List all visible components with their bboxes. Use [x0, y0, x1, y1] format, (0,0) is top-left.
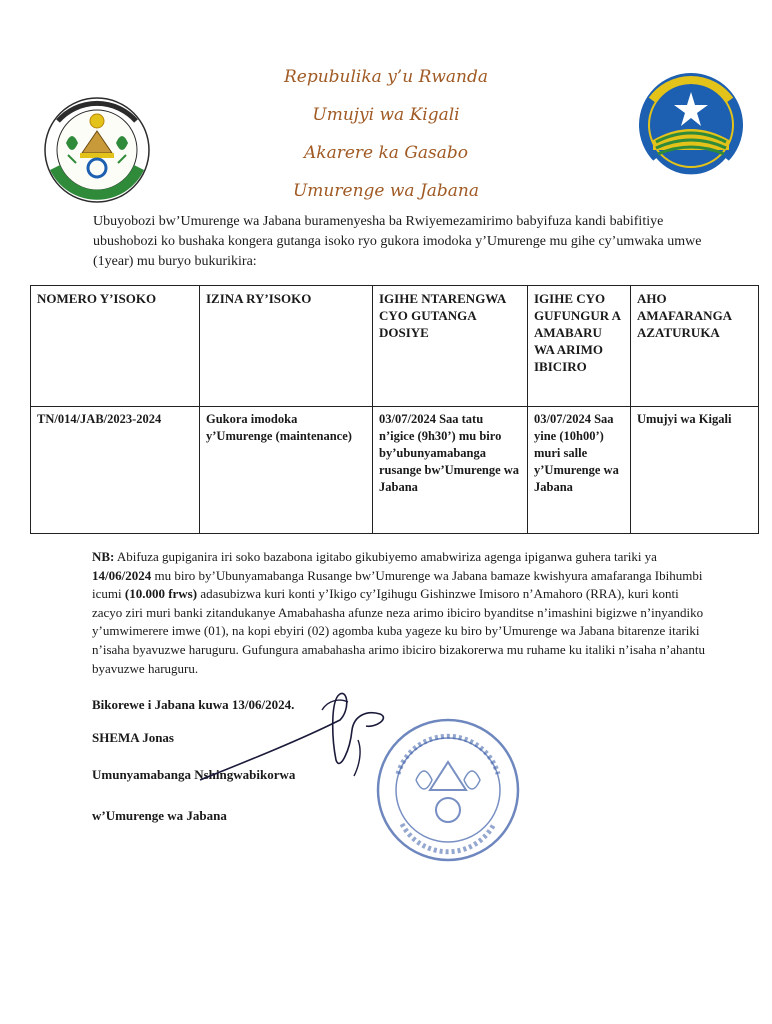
col-tender-name: IZINA RY’ISOKO — [200, 286, 373, 407]
nb-text-2: mu biro by’Ubunyamabanga Rusange bw’Umurenge wa Jabana bamaze kwishyura amafaranga Ibihumbi icumi — [92, 567, 703, 602]
cell-submission-deadline: 03/07/2024 Saa tatu n’igice (9h30’) mu biro by’ubunyamabanga rusange bw’Umurenge wa Jabana — [373, 407, 528, 534]
header-district: Akarere ka Gasabo — [303, 143, 469, 163]
handwritten-signature-icon — [190, 680, 400, 790]
col-funding-source: AHO AMAFARANGA AZATURUKA — [631, 286, 759, 407]
nb-label: NB: — [92, 549, 115, 564]
nb-amount: (10.000 frws) — [124, 586, 198, 602]
cell-opening-time: 03/07/2024 Saa yine (10h00’) muri salle y’Umurenge wa Jabana — [528, 407, 631, 534]
col-submission-deadline: IGIHE NTARENGWA CYO GUTANGA DOSIYE — [373, 286, 528, 407]
header-city: Umujyi wa Kigali — [312, 105, 460, 125]
signatory-name: SHEMA Jonas — [92, 730, 174, 745]
intro-paragraph: Ubuyobozi bw’Umurenge wa Jabana buramenyesha ba Rwiyemezamirimo babyifuza kandi babifitiye ubushobozi ko bushaka kongera gutanga isoko ryo gukora imodoka y’Umurenge mu gihe cy’umwaka umwe (1year) mu buryo bukurikira: — [93, 214, 702, 269]
nb-text-3: adasubizwa kuri konti y’Ikigo cy’Igihugu Gishinzwe Imisoro n’Amahoro (RRA), kuri konti zacyo ziri muri banki zitandukanye Amabahasha afunze neza arimo ibiciro byanditse n’imashini bigizwe n’inyandiko y’umwimerere imwe (01), na kopi ebyiri (02) agomba kuba yageze ku biro by’Umurenge wa Jabana bitarenze itariki n’isaha byavuzwe haruguru. Gufungura amabahasha arimo ibiciro bizakorerwa mu ruhame ku italiki n’isaha n’ahantu byavuzwe haruguru. — [92, 586, 705, 676]
col-opening-time: IGIHE CYO GUFUNGUR A AMABARU WA ARIMO IBICIRO — [528, 286, 631, 407]
nb-date: 14/06/2024 — [92, 567, 152, 583]
signatory-sector: w’Umurenge wa Jabana — [92, 808, 227, 823]
table-header-row — [31, 286, 759, 407]
header-sector: Umurenge wa Jabana — [292, 181, 480, 201]
cell-tender-name: Gukora imodoka y’Umurenge (maintenance) — [200, 407, 373, 534]
cell-funding-source: Umujyi wa Kigali — [631, 407, 759, 534]
header-country: Repubulika y’u Rwanda — [283, 67, 489, 87]
signed-place-date: Bikorewe i Jabana kuwa 13/06/2024. — [92, 697, 295, 712]
nb-text-1: Abifuza gupiganira iri soko bazabona igitabo gikubiyemo amabwiriza agenga ipiganwa guhera tariki ya — [114, 549, 657, 564]
nb-paragraph — [92, 548, 712, 678]
tender-table — [30, 285, 759, 534]
signatory-title: Umunyamabanga Nshingwabikorwa — [92, 767, 296, 782]
col-tender-number: NOMERO Y’ISOKO — [31, 286, 200, 407]
table-row — [31, 407, 759, 534]
document-header — [0, 62, 772, 214]
cell-tender-number: TN/014/JAB/2023-2024 — [31, 407, 200, 534]
